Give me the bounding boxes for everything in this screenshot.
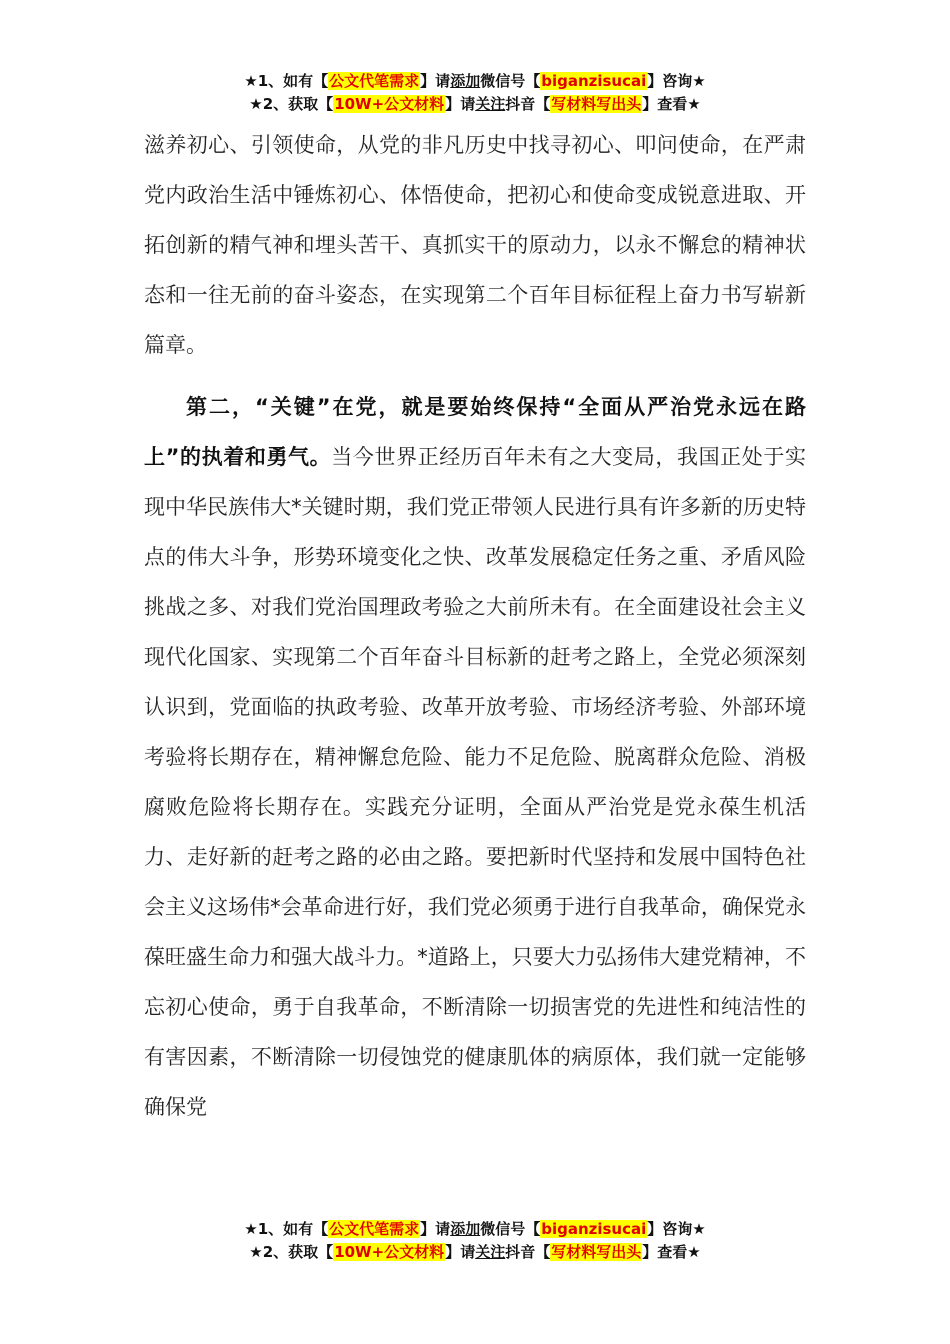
banner-text: ★1、如有【 [244,1220,329,1238]
banner-underline: 添加 [450,1220,481,1238]
banner-text: 】查看★ [642,95,701,113]
banner-highlight: biganzisucai [541,72,647,90]
banner-text: ★2、获取【 [249,1243,334,1261]
banner-text: 】请 [420,72,451,90]
banner-text: 】咨询★ [647,72,706,90]
banner-line-2 [0,1241,950,1264]
footer-banner [0,1218,950,1264]
banner-highlight: 公文代笔需求 [329,72,420,90]
paragraph-body-text: 当今世界正经历百年未有之大变局，我国正处于实现中华民族伟大*关键时期，我们党正带领人民进行具有许多新的历史特点的伟大斗争，形势环境变化之快、改革发展稳定任务之重、矛盾风险挑战之多、对我们党治国理政考验之大前所未有。在全面建设社会主义现代化国家、实现第二个百年奋斗目标新的赶考之路上，全党必须深刻认识到，党面临的执政考验、改革开放考验、市场经济考验、外部环境考验将长期存在，精神懈怠危险、能力不足危险、脱离群众危险、消极腐败危险将长期存在。实践充分证明，全面从严治党是党永葆生机活力、走好新的赶考之路的必由之路。要把新时代坚持和发展中国特色社会主义这场伟*会革命进行好，我们党必须勇于进行自我革命，确保党永葆旺盛生命力和强大战斗力。*道路上，只要大力弘扬伟大建党精神，不忘初心使命，勇于自我革命，不断清除一切损害党的先进性和纯洁性的有害因素，不断清除一切侵蚀党的健康肌体的病原体，我们就一定能够确保党 [144,445,806,1119]
banner-text: 】咨询★ [647,1220,706,1238]
banner-underline: 关注 [475,95,506,113]
banner-highlight: biganzisucai [541,1220,647,1238]
banner-text: 抖音【 [505,1243,551,1261]
banner-highlight: 公文代笔需求 [329,1220,420,1238]
body-paragraph-1: 滋养初心、引领使命，从党的非凡历史中找寻初心、叩问使命，在严肃党内政治生活中锤炼初心、体悟使命，把初心和使命变成锐意进取、开拓创新的精气神和埋头苦干、真抓实干的原动力，以永不懈怠的精神状态和一往无前的奋斗姿态，在实现第二个百年目标征程上奋力书写崭新篇章。 [144,133,806,357]
banner-underline: 添加 [450,72,481,90]
banner-text: 】请 [420,1220,451,1238]
banner-text: 微信号【 [480,72,541,90]
paragraph-lead-sentence: 第二，“关键”在党，就是要始终保持“全面从严治党永远在路上”的执着和勇气。 [144,395,806,469]
banner-line-1 [0,70,950,93]
header-banner [0,70,950,116]
banner-text: 抖音【 [505,95,551,113]
banner-highlight: 写材料写出头 [551,95,642,113]
banner-text: 】请 [445,95,476,113]
banner-text: 】请 [445,1243,476,1261]
banner-highlight: 10W+公文材料 [334,95,445,113]
banner-line-2 [0,93,950,116]
banner-text: ★1、如有【 [244,72,329,90]
banner-text: 】查看★ [642,1243,701,1261]
banner-text: 微信号【 [480,1220,541,1238]
banner-highlight: 写材料写出头 [551,1243,642,1261]
body-paragraph-2 [144,382,806,1132]
banner-text: ★2、获取【 [249,95,334,113]
banner-highlight: 10W+公文材料 [334,1243,445,1261]
banner-line-1 [0,1218,950,1241]
banner-underline: 关注 [475,1243,506,1261]
